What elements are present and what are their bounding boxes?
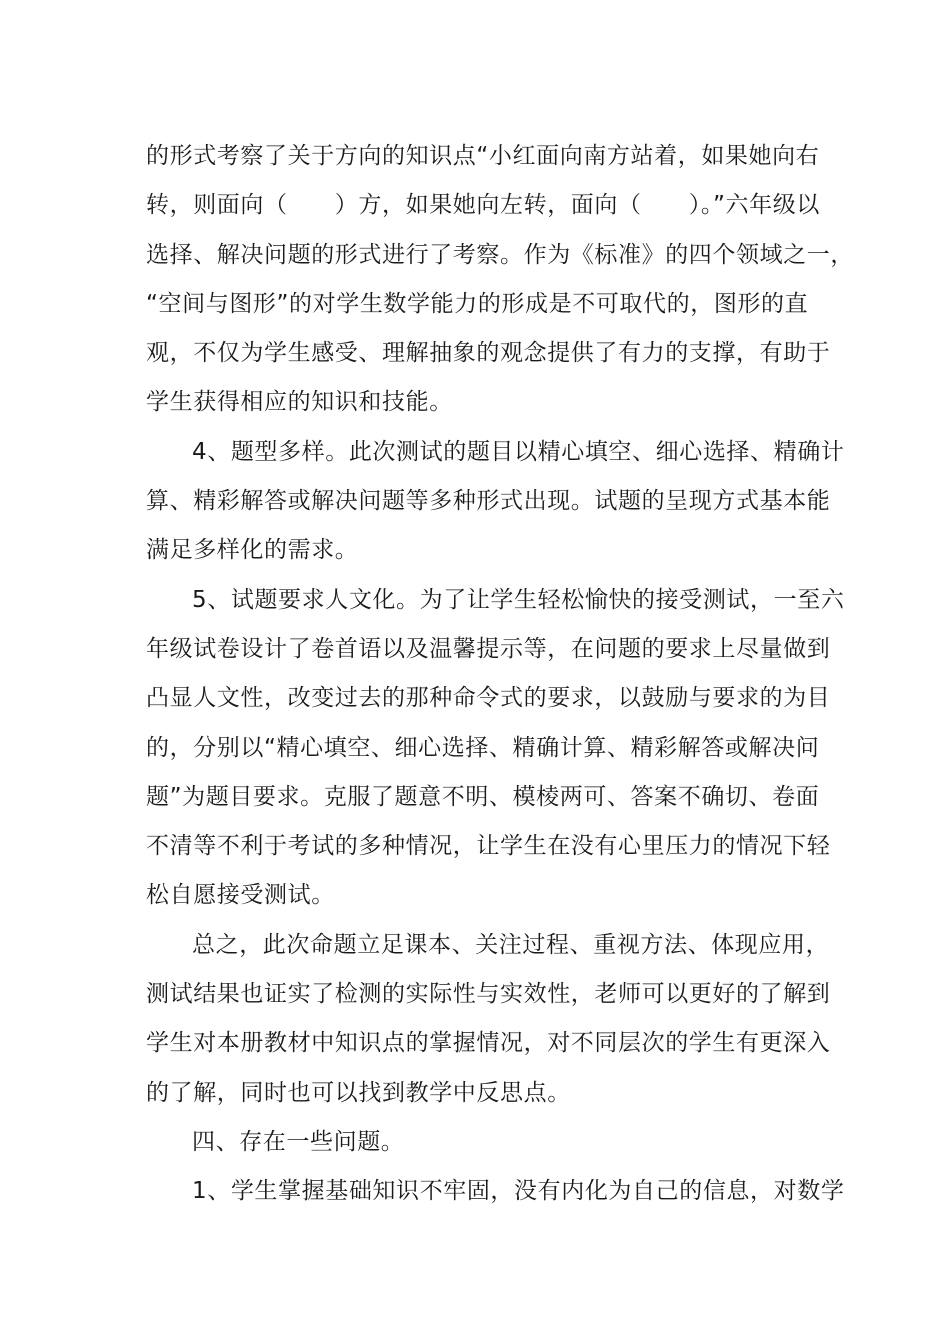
text-line: 的，分别以“精心填空、细心选择、精确计算、精彩解答或解决问 bbox=[146, 734, 820, 761]
text-line: 算、精彩解答或解决问题等多种形式出现。试题的呈现方式基本能 bbox=[146, 488, 831, 515]
section-heading: 四、存在一些问题。 bbox=[192, 1128, 405, 1155]
paragraph-start-line: 5、试题要求人文化。为了让学生轻松愉快的接受测试，一至六 bbox=[192, 586, 845, 613]
document-body bbox=[146, 132, 854, 1217]
text-line: 满足多样化的需求。 bbox=[146, 537, 359, 564]
text-line: “空间与图形”的对学生数学能力的形成是不可取代的，图形的直 bbox=[146, 290, 809, 317]
text-line: 的形式考察了关于方向的知识点“小红面向南方站着，如果她向右 bbox=[146, 143, 820, 169]
text-line: 的了解，同时也可以找到教学中反思点。 bbox=[146, 1079, 571, 1106]
text-line: 凸显人文性，改变过去的那种命令式的要求，以鼓励与要求的为目 bbox=[146, 685, 831, 712]
text-line: 测试结果也证实了检测的实际性与实效性，老师可以更好的了解到 bbox=[146, 981, 831, 1008]
paragraph-start-line: 1、学生掌握基础知识不牢固，没有内化为自己的信息，对数学 bbox=[192, 1178, 845, 1205]
text-line: 转，则面向（ ）方，如果她向左转，面向（ ）。”六年级以 bbox=[146, 192, 820, 219]
text-line: 题”为题目要求。克服了题意不明、模棱两可、答案不确切、卷面 bbox=[146, 783, 820, 810]
text-line: 选择、解决问题的形式进行了考察。作为《标准》的四个领域之一， bbox=[146, 241, 854, 268]
paragraph-start-line: 总之，此次命题立足课本、关注过程、重视方法、体现应用， bbox=[192, 931, 830, 958]
text-line: 学生对本册教材中知识点的掌握情况，对不同层次的学生有更深入 bbox=[146, 1030, 831, 1057]
text-line: 不清等不利于考试的多种情况，让学生在没有心里压力的情况下轻 bbox=[146, 833, 831, 860]
text-line: 学生获得相应的知识和技能。 bbox=[146, 389, 453, 416]
text-line: 年级试卷设计了卷首语以及温馨提示等，在问题的要求上尽量做到 bbox=[146, 635, 831, 662]
text-line: 观，不仅为学生感受、理解抽象的观念提供了有力的支撑，有助于 bbox=[146, 340, 831, 367]
text-line: 松自愿接受测试。 bbox=[146, 882, 335, 909]
paragraph-start-line: 4、题型多样。此次测试的题目以精心填空、细心选择、精确计 bbox=[192, 438, 845, 465]
